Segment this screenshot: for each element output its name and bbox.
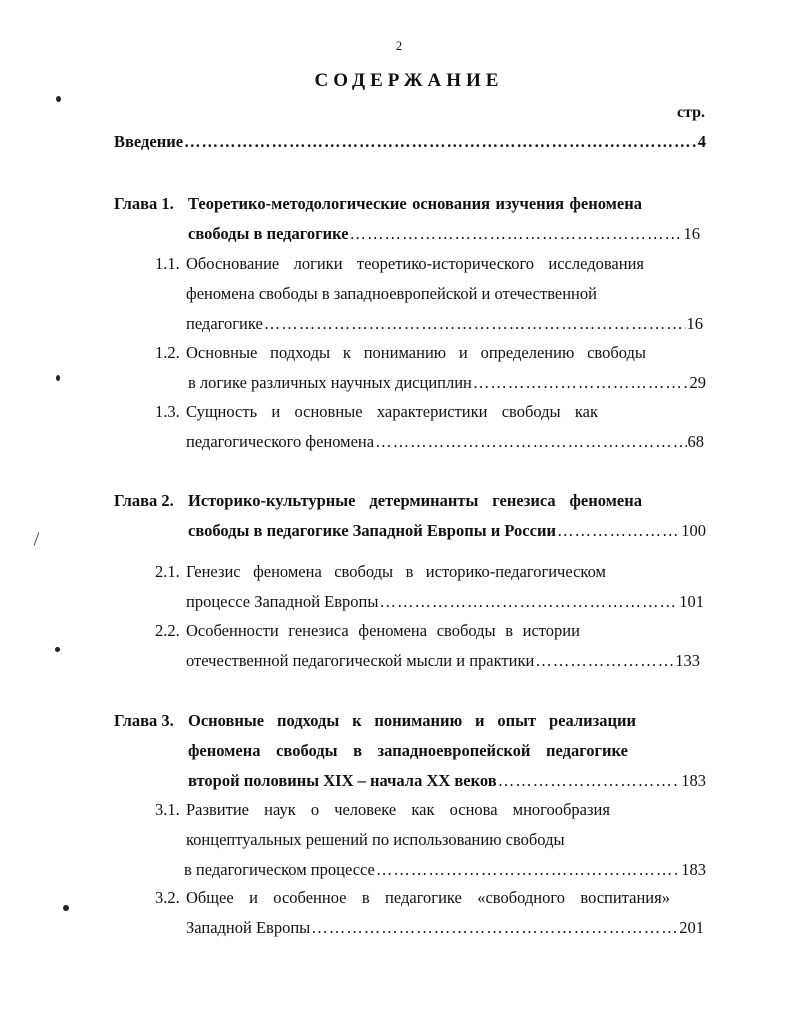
section-1-3-number: 1.3. xyxy=(155,402,180,421)
chapter-2-title-line1: Историко-культурные детерминанты генезиса феномена xyxy=(188,491,642,510)
section-1-1-number: 1.1. xyxy=(155,254,180,273)
toc-entry-chapter-3[interactable] xyxy=(188,771,706,791)
leader-dots xyxy=(264,314,686,334)
scan-mark xyxy=(34,532,40,545)
section-1-2-line2: в логике различных научных дисциплин xyxy=(188,373,472,392)
toc-page: 29 xyxy=(689,373,706,392)
toc-entry-chapter-2[interactable] xyxy=(188,521,706,541)
toc-entry-section-2-2[interactable] xyxy=(186,651,700,671)
section-2-1-number: 2.1. xyxy=(155,562,180,581)
page-number: 2 xyxy=(395,38,403,53)
toc-page: 16 xyxy=(683,224,700,243)
chapter-1-title-line2: свободы в педагогике xyxy=(188,224,349,243)
section-3-2-line2: Западной Европы xyxy=(186,918,311,937)
toc-page: 183 xyxy=(681,771,706,790)
section-1-1-line2: феномена свободы в западноевропейской и отечественной xyxy=(186,284,597,303)
section-2-2-line2: отечественной педагогической мысли и практики xyxy=(186,651,535,670)
section-1-2-line1: Основные подходы к пониманию и определению свободы xyxy=(186,343,646,362)
toc-entry-section-3-1[interactable] xyxy=(184,860,706,880)
section-3-2-line1: Общее и особенное в педагогике «свободного воспитания» xyxy=(186,888,670,907)
toc-page: 183 xyxy=(681,860,706,879)
chapter-3-title-line3: второй половины XIX – начала XX веков xyxy=(188,771,497,790)
section-1-3-line1: Сущность и основные характеристики свободы как xyxy=(186,402,598,421)
section-2-1-line2: процессе Западной Европы xyxy=(186,592,379,611)
toc-page: 68 xyxy=(687,432,704,451)
section-1-1-line3: педагогике xyxy=(186,314,263,333)
toc-entry-section-3-2[interactable] xyxy=(186,918,704,938)
leader-dots xyxy=(498,771,681,791)
section-2-2-line1: Особенности генезиса феномена свободы в истории xyxy=(186,621,580,640)
page-column-label: стр. xyxy=(676,104,705,121)
toc-label: Введение xyxy=(114,132,184,151)
section-1-3-line2: педагогического феномена xyxy=(186,432,375,451)
toc-entry-section-1-3[interactable] xyxy=(186,432,704,452)
chapter-3-number: Глава 3. xyxy=(114,711,174,730)
toc-page: 101 xyxy=(679,592,704,611)
scan-speck xyxy=(56,375,60,381)
leader-dots xyxy=(379,592,678,612)
toc-page: 4 xyxy=(697,132,706,151)
toc-page: 16 xyxy=(686,314,703,333)
section-2-1-line1: Генезис феномена свободы в историко-педагогическом xyxy=(186,562,606,581)
scan-speck xyxy=(63,905,69,911)
leader-dots xyxy=(535,651,674,671)
chapter-3-title-line1: Основные подходы к пониманию и опыт реализации xyxy=(188,711,636,730)
toc-page: 100 xyxy=(681,521,706,540)
scan-speck xyxy=(56,96,61,102)
section-3-2-number: 3.2. xyxy=(155,888,180,907)
chapter-3-title-line2: феномена свободы в западноевропейской педагогике xyxy=(188,741,628,760)
page-title: СОДЕРЖАНИЕ xyxy=(314,70,504,91)
chapter-2-title-line2: свободы в педагогике Западной Европы и России xyxy=(188,521,556,540)
toc-page: 133 xyxy=(675,651,700,670)
scan-speck xyxy=(55,647,60,652)
section-3-1-line3: в педагогическом процессе xyxy=(184,860,375,879)
toc-entry-section-1-1[interactable] xyxy=(186,314,703,334)
leader-dots xyxy=(473,373,689,393)
section-1-2-number: 1.2. xyxy=(155,343,180,362)
toc-entry-section-2-1[interactable] xyxy=(186,592,704,612)
section-3-1-line1: Развитие наук о человеке как основа многообразия xyxy=(186,800,610,819)
section-1-1-line1: Обоснование логики теоретико-исторического исследования xyxy=(186,254,644,273)
leader-dots xyxy=(375,432,686,452)
toc-entry-section-1-2[interactable] xyxy=(188,373,706,393)
leader-dots xyxy=(350,224,683,244)
section-2-2-number: 2.2. xyxy=(155,621,180,640)
leader-dots xyxy=(311,918,678,938)
toc-entry-intro[interactable] xyxy=(114,132,706,152)
toc-entry-chapter-1[interactable] xyxy=(188,224,700,244)
chapter-2-number: Глава 2. xyxy=(114,491,174,510)
section-3-1-line2: концептуальных решений по использованию свободы xyxy=(186,830,565,849)
leader-dots xyxy=(184,132,697,152)
chapter-1-number: Глава 1. xyxy=(114,194,174,213)
leader-dots xyxy=(376,860,680,880)
toc-page: 201 xyxy=(679,918,704,937)
chapter-1-title-line1: Теоретико-методологические основания изучения феномена xyxy=(188,194,642,213)
section-3-1-number: 3.1. xyxy=(155,800,180,819)
leader-dots xyxy=(557,521,680,541)
